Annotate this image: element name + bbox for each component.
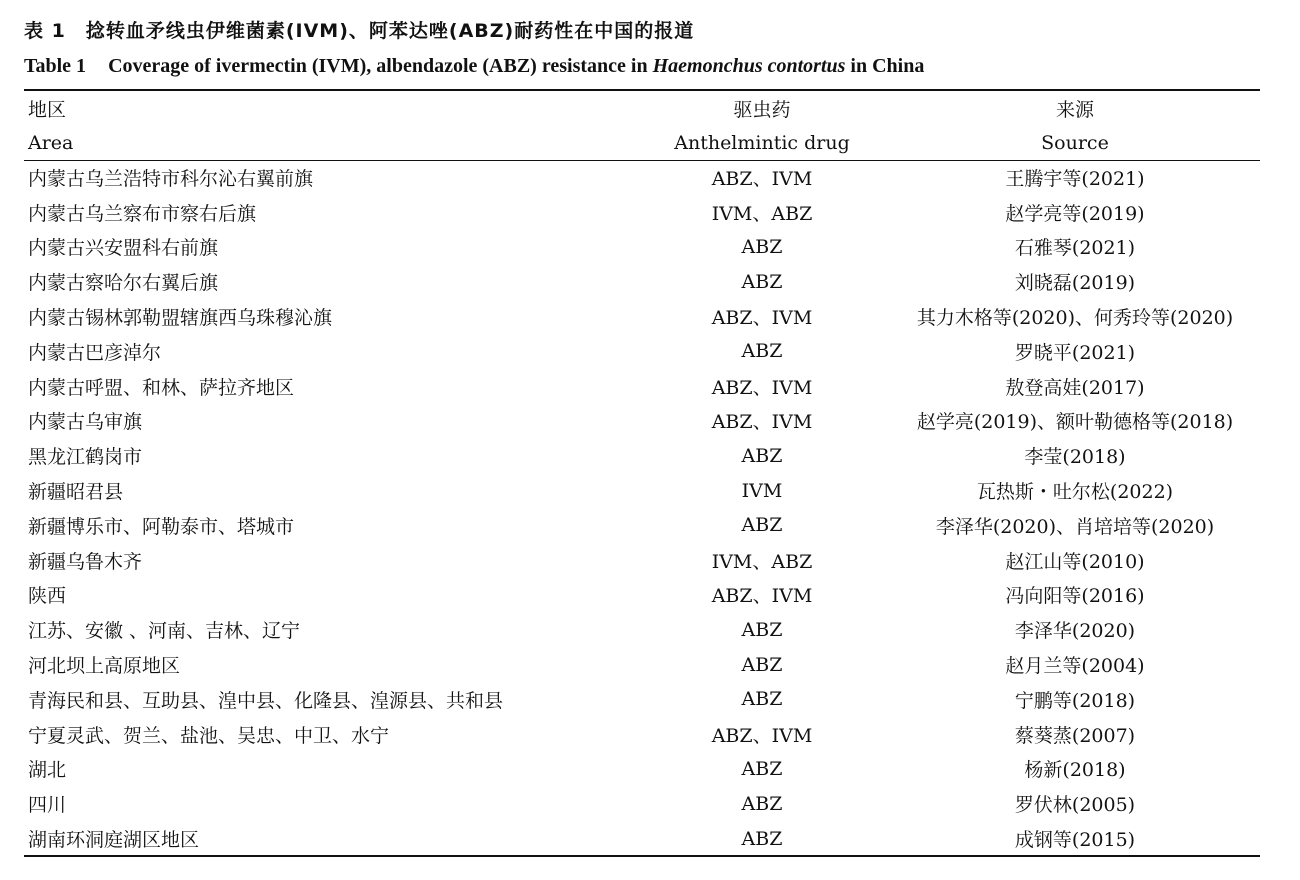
table-row <box>24 821 1260 856</box>
cell-source: 蔡葵蒸(2007) <box>1014 724 1136 747</box>
cell-drug: ABZ <box>741 688 783 711</box>
cell-source: 瓦热斯・吐尔松(2022) <box>976 481 1174 504</box>
cell-source: 李泽华(2020)、肖培培等(2020) <box>935 515 1215 538</box>
header-row-chinese <box>24 91 1260 125</box>
table-caption-chinese: 表 1 捻转血矛线虫伊维菌素(IVM)、阿苯达唑(ABZ)耐药性在中国的报道 <box>24 20 695 42</box>
cell-drug: IVM、ABZ <box>711 202 813 225</box>
cell-source: 赵学亮等(2019) <box>1005 202 1145 225</box>
cell-source: 宁鹏等(2018) <box>1014 689 1136 712</box>
cell-area: 黑龙江鹤岗市 <box>28 446 143 469</box>
cell-area: 新疆乌鲁木齐 <box>28 550 143 573</box>
cell-source: 罗伏林(2005) <box>1014 794 1136 817</box>
cell-area: 湖北 <box>28 759 67 782</box>
cell-drug: ABZ、IVM <box>711 376 813 399</box>
table-caption-english <box>24 55 924 78</box>
cell-drug: ABZ <box>741 444 783 467</box>
header-area-cn: 地区 <box>28 98 67 121</box>
cell-drug: ABZ <box>741 618 783 641</box>
cell-drug: ABZ、IVM <box>711 724 813 747</box>
cell-drug: IVM <box>741 479 783 502</box>
cell-area: 江苏、安徽 、河南、吉林、辽宁 <box>28 620 301 643</box>
cell-drug: ABZ <box>741 827 783 850</box>
cell-area: 湖南环洞庭湖区地区 <box>28 829 200 852</box>
cell-drug: ABZ、IVM <box>711 167 813 190</box>
cell-source: 成钢等(2015) <box>1014 829 1136 852</box>
header-source-cn: 来源 <box>1055 98 1094 121</box>
cell-area: 内蒙古兴安盟科右前旗 <box>28 237 219 260</box>
cell-drug: ABZ <box>741 757 783 780</box>
cell-drug: ABZ、IVM <box>711 411 813 434</box>
cell-drug: ABZ <box>741 653 783 676</box>
header-drug-en: Anthelmintic drug <box>674 131 850 154</box>
table-row <box>24 230 1260 265</box>
table-row <box>24 299 1260 334</box>
cell-area: 内蒙古乌兰察布市察右后旗 <box>28 202 257 225</box>
cell-source: 敖登高娃(2017) <box>1005 376 1145 399</box>
cell-drug: IVM、ABZ <box>711 550 813 573</box>
resistance-table <box>24 91 1260 856</box>
table-row <box>24 647 1260 682</box>
table-label: Table 1 <box>24 55 87 77</box>
cell-area: 内蒙古锡林郭勒盟辖旗西乌珠穆沁旗 <box>28 307 333 330</box>
cell-area: 宁夏灵武、贺兰、盐池、吴忠、中卫、水宁 <box>28 724 390 747</box>
cell-area: 内蒙古巴彦淖尔 <box>28 341 162 364</box>
cell-source: 赵江山等(2010) <box>1005 550 1145 573</box>
cell-area: 青海民和县、互助县、湟中县、化隆县、湟源县、共和县 <box>28 689 504 712</box>
cell-area: 河北坝上高原地区 <box>28 655 181 678</box>
cell-source: 罗晓平(2021) <box>1014 341 1136 364</box>
cell-source: 李泽华(2020) <box>1014 620 1136 643</box>
cell-source: 杨新(2018) <box>1024 759 1126 782</box>
table-row <box>24 473 1260 508</box>
cell-source: 李莹(2018) <box>1024 446 1126 469</box>
header-area-en: Area <box>28 131 74 154</box>
cell-drug: ABZ、IVM <box>711 585 813 608</box>
table-row <box>24 438 1260 473</box>
cell-area: 陕西 <box>28 585 67 608</box>
table-row <box>24 160 1260 195</box>
header-drug-cn: 驱虫药 <box>733 98 791 121</box>
cell-source: 赵学亮(2019)、额叶勒德格等(2018) <box>916 411 1234 434</box>
table-row <box>24 786 1260 821</box>
table-row <box>24 752 1260 787</box>
cell-drug: ABZ <box>741 792 783 815</box>
cell-drug: ABZ <box>741 270 783 293</box>
cell-source: 其力木格等(2020)、何秀玲等(2020) <box>916 307 1234 330</box>
cell-area: 内蒙古呼盟、和林、萨拉齐地区 <box>28 376 295 399</box>
caption-text-prefix: Coverage of ivermectin (IVM), albendazole (ABZ) resistance in <box>108 55 653 77</box>
table-row <box>24 195 1260 230</box>
table-row <box>24 578 1260 613</box>
cell-drug: ABZ <box>741 340 783 363</box>
cell-area: 四川 <box>28 794 67 817</box>
species-name: Haemonchus contortus <box>652 55 846 77</box>
table-row <box>24 334 1260 369</box>
header-source-en: Source <box>1041 131 1109 154</box>
caption-text-suffix: in China <box>845 55 925 77</box>
cell-source: 冯向阳等(2016) <box>1005 585 1145 608</box>
cell-area: 内蒙古察哈尔右翼后旗 <box>28 272 219 295</box>
cell-area: 新疆博乐市、阿勒泰市、塔城市 <box>28 515 295 538</box>
table-row <box>24 543 1260 578</box>
table-row <box>24 369 1260 404</box>
cell-area: 内蒙古乌审旗 <box>28 411 143 434</box>
table-row <box>24 264 1260 299</box>
cell-area: 内蒙古乌兰浩特市科尔沁右翼前旗 <box>28 167 314 190</box>
table-row <box>24 508 1260 543</box>
table-row <box>24 717 1260 752</box>
cell-source: 赵月兰等(2004) <box>1005 655 1145 678</box>
header-row-english <box>24 125 1260 160</box>
table-row <box>24 612 1260 647</box>
cell-drug: ABZ <box>741 235 783 258</box>
table-row <box>24 682 1260 717</box>
cell-source: 石雅琴(2021) <box>1014 237 1136 260</box>
cell-drug: ABZ <box>741 514 783 537</box>
cell-source: 王腾宇等(2021) <box>1005 167 1145 190</box>
cell-drug: ABZ、IVM <box>711 307 813 330</box>
cell-area: 新疆昭君县 <box>28 481 124 504</box>
cell-source: 刘晓磊(2019) <box>1014 272 1136 295</box>
table-row <box>24 404 1260 439</box>
